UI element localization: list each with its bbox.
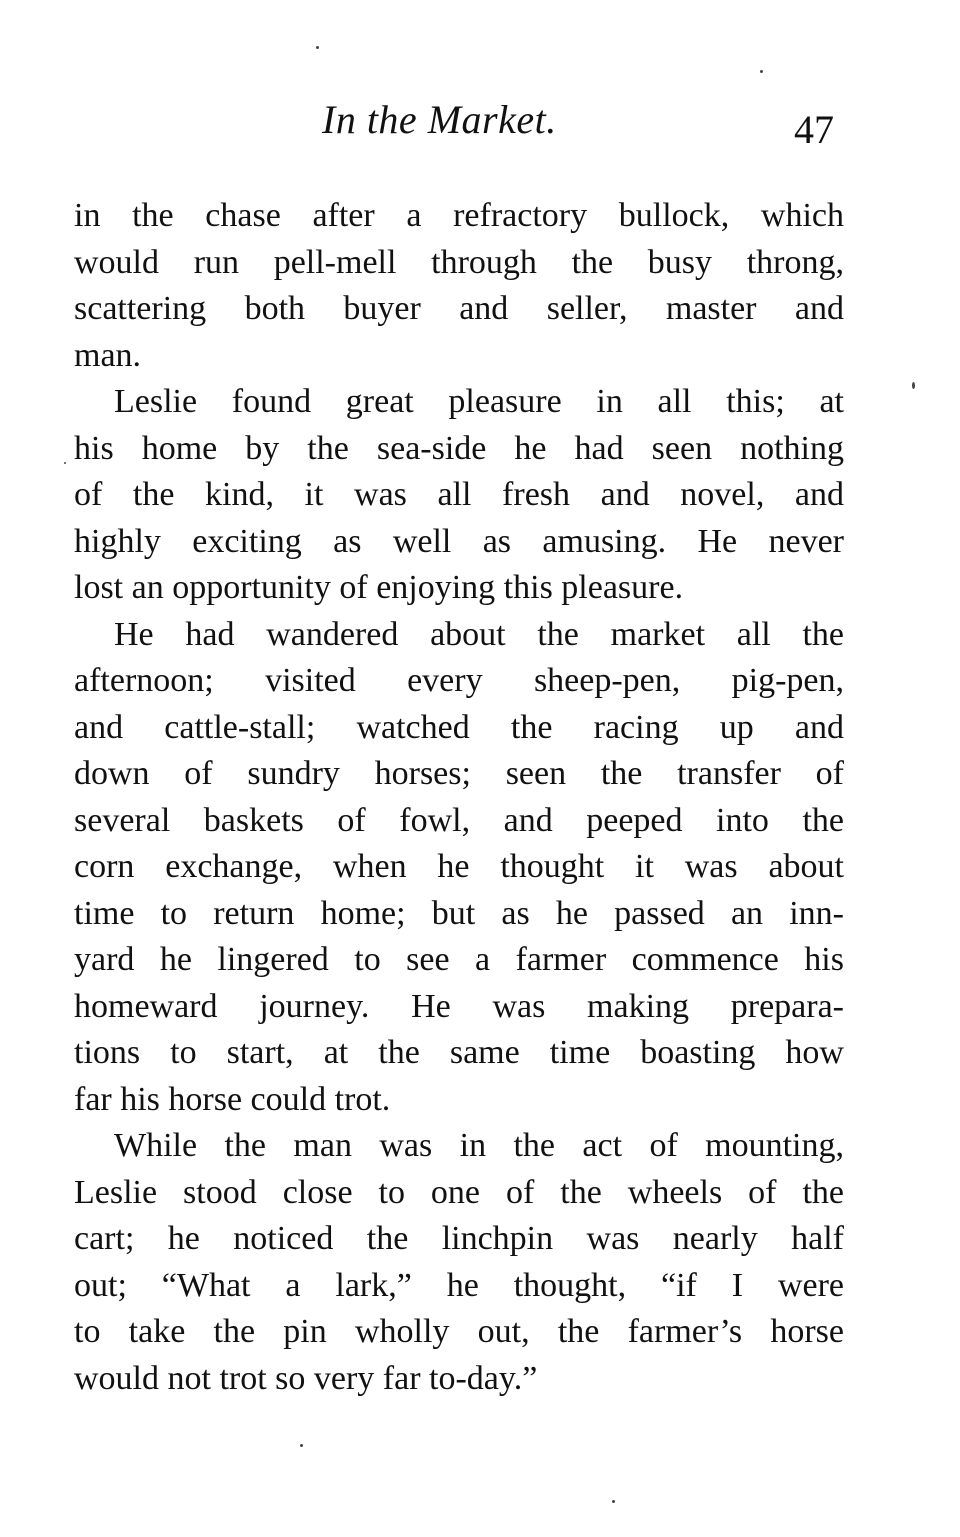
- text-line: far his horse could trot.: [74, 1080, 391, 1118]
- text-line: out; “What a lark,” he thought, “if I were: [74, 1266, 844, 1304]
- scan-speck: [316, 46, 319, 49]
- text-line: afternoon; visited every sheep-pen, pig-pen,: [74, 662, 844, 699]
- text-line: corn exchange, when he thought it was about: [74, 848, 844, 885]
- text-line: several baskets of fowl, and peeped into the: [74, 801, 844, 839]
- running-head: [0, 92, 960, 152]
- text-line: in the chase after a refractory bullock, which: [74, 197, 844, 234]
- text-line: would run pell-mell through the busy throng,: [74, 243, 844, 281]
- text-line: time to return home; but as he passed an inn-: [74, 894, 844, 932]
- text-line: highly exciting as well as amusing. He never: [74, 522, 844, 560]
- text-line: would not trot so very far to-day.”: [74, 1359, 538, 1397]
- text-line: He had wandered about the market all the: [114, 615, 844, 653]
- text-line: cart; he noticed the linchpin was nearly half: [74, 1220, 844, 1257]
- scan-speck: [760, 70, 763, 73]
- text-line: Leslie stood close to one of the wheels of the: [74, 1173, 844, 1211]
- scan-speck: [912, 382, 915, 389]
- text-line: of the kind, it was all fresh and novel, and: [74, 476, 844, 513]
- body-text: [74, 193, 844, 1402]
- text-line: and cattle-stall; watched the racing up and: [74, 708, 844, 746]
- text-line: Leslie found great pleasure in all this; at: [114, 383, 844, 420]
- text-line: yard he lingered to see a farmer commence his: [74, 941, 844, 978]
- text-line: to take the pin wholly out, the farmer’s horse: [74, 1313, 844, 1350]
- running-title: In the Market.: [322, 97, 557, 142]
- scan-speck: [300, 1444, 303, 1447]
- text-line: down of sundry horses; seen the transfer of: [74, 755, 844, 792]
- text-line: man.: [74, 336, 142, 374]
- text-line: homeward journey. He was making prepara-: [74, 987, 844, 1025]
- text-line: scattering both buyer and seller, master and: [74, 290, 844, 327]
- text-line: While the man was in the act of mounting,: [114, 1127, 844, 1164]
- scan-speck: [612, 1500, 615, 1503]
- scan-speck: [64, 462, 66, 464]
- text-line: lost an opportunity of enjoying this pleasure.: [74, 569, 684, 606]
- page-number: 47: [794, 107, 834, 152]
- text-line: his home by the sea-side he had seen nothing: [74, 429, 844, 467]
- text-line: tions to start, at the same time boasting how: [74, 1034, 844, 1071]
